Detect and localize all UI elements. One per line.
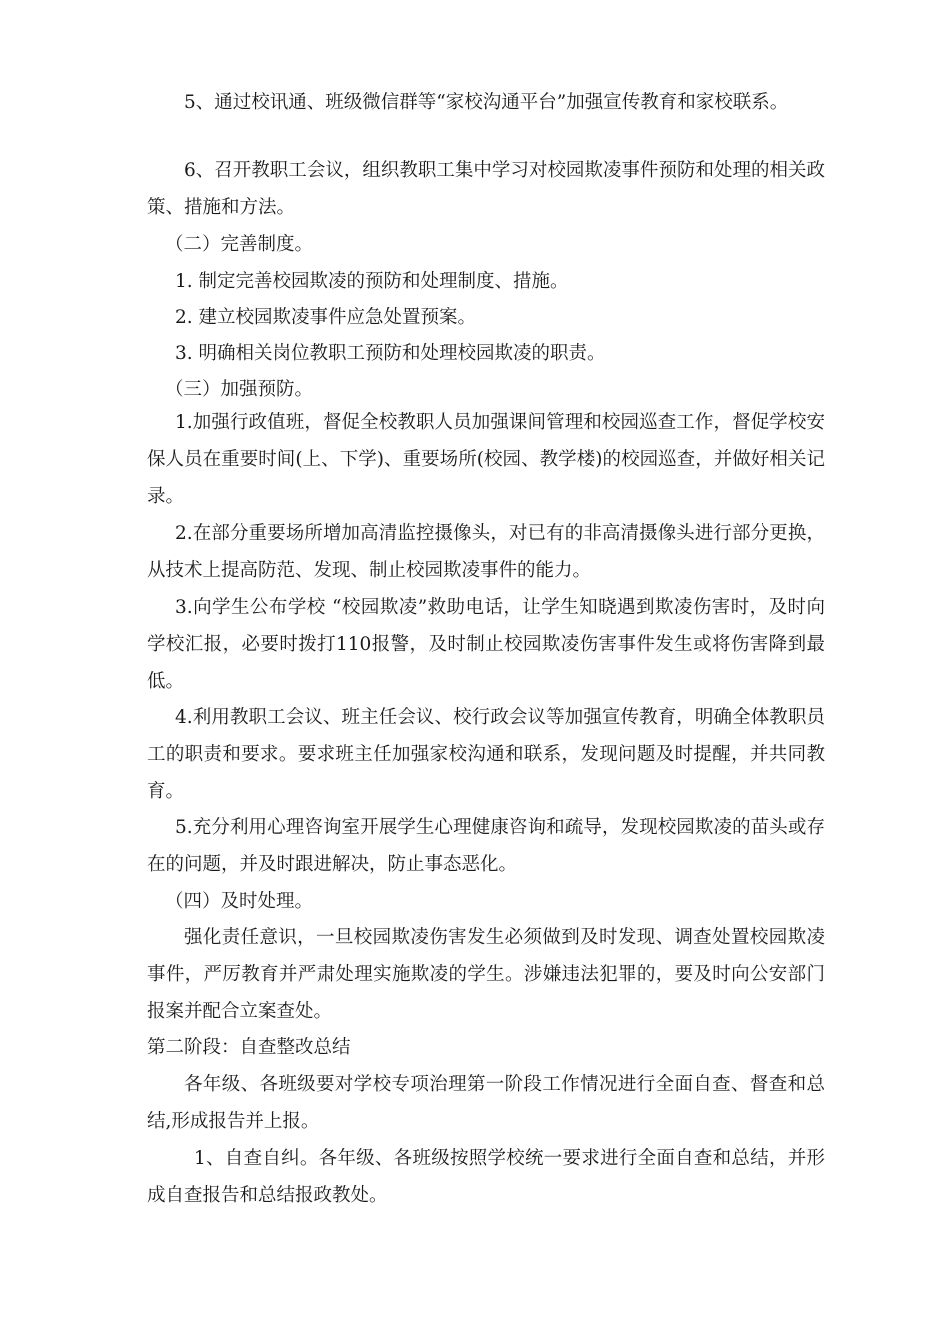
paragraph-item-5: 5、通过校讯通、班级微信群等“家校沟通平台”加强宣传教育和家校联系。: [184, 92, 789, 113]
paragraph-prevention-5: 5.充分利用心理咨询室开展学生心理健康咨询和疏导，发现校园欺凌的苗头或存在的问题，并及时跟进解决，防止事态恶化。: [147, 817, 825, 875]
paragraph-rule-2: 2. 建立校园欺凌事件应急处置预案。: [175, 307, 477, 328]
stage-heading-2: 第二阶段：自查整改总结: [147, 1037, 351, 1058]
paragraph-stage-2-intro: 各年级、各班级要对学校专项治理第一阶段工作情况进行全面自查、督查和总结,形成报告并上报。: [147, 1074, 825, 1132]
section-heading-4: （四）及时处理。: [165, 891, 314, 912]
paragraph-rule-1: 1. 制定完善校园欺凌的预防和处理制度、措施。: [175, 271, 569, 292]
paragraph-item-6: 6、召开教职工会议，组织教职工集中学习对校园欺凌事件预防和处理的相关政策、措施和方法。: [147, 160, 825, 218]
paragraph-self-check: 1、自查自纠。各年级、各班级按照学校统一要求进行全面自查和总结，并形成自查报告和总结报政教处。: [147, 1148, 825, 1206]
paragraph-prevention-2: 2.在部分重要场所增加高清监控摄像头，对已有的非高清摄像头进行部分更换，从技术上提高防范、发现、制止校园欺凌事件的能力。: [147, 523, 825, 581]
paragraph-prevention-4: 4.利用教职工会议、班主任会议、校行政会议等加强宣传教育，明确全体教职员工的职责和要求。要求班主任加强家校沟通和联系，发现问题及时提醒，并共同教育。: [147, 707, 825, 802]
section-heading-2: （二）完善制度。: [165, 234, 314, 255]
paragraph-prevention-1: 1.加强行政值班，督促全校教职人员加强课间管理和校园巡查工作，督促学校安保人员在重要时间(上、下学)、重要场所(校园、教学楼)的校园巡查，并做好相关记录。: [147, 412, 825, 507]
paragraph-rule-3: 3. 明确相关岗位教职工预防和处理校园欺凌的职责。: [175, 343, 606, 364]
paragraph-handling: 强化责任意识，一旦校园欺凌伤害发生必须做到及时发现、调查处置校园欺凌事件，严厉教育并严肃处理实施欺凌的学生。涉嫌违法犯罪的，要及时向公安部门报案并配合立案查处。: [147, 927, 825, 1022]
section-heading-3: （三）加强预防。: [165, 379, 314, 400]
paragraph-prevention-3: 3.向学生公布学校 “校园欺凌”救助电话，让学生知晓遇到欺凌伤害时，及时向学校汇报，必要时拨打110报警，及时制止校园欺凌伤害事件发生或将伤害降到最低。: [147, 597, 825, 692]
